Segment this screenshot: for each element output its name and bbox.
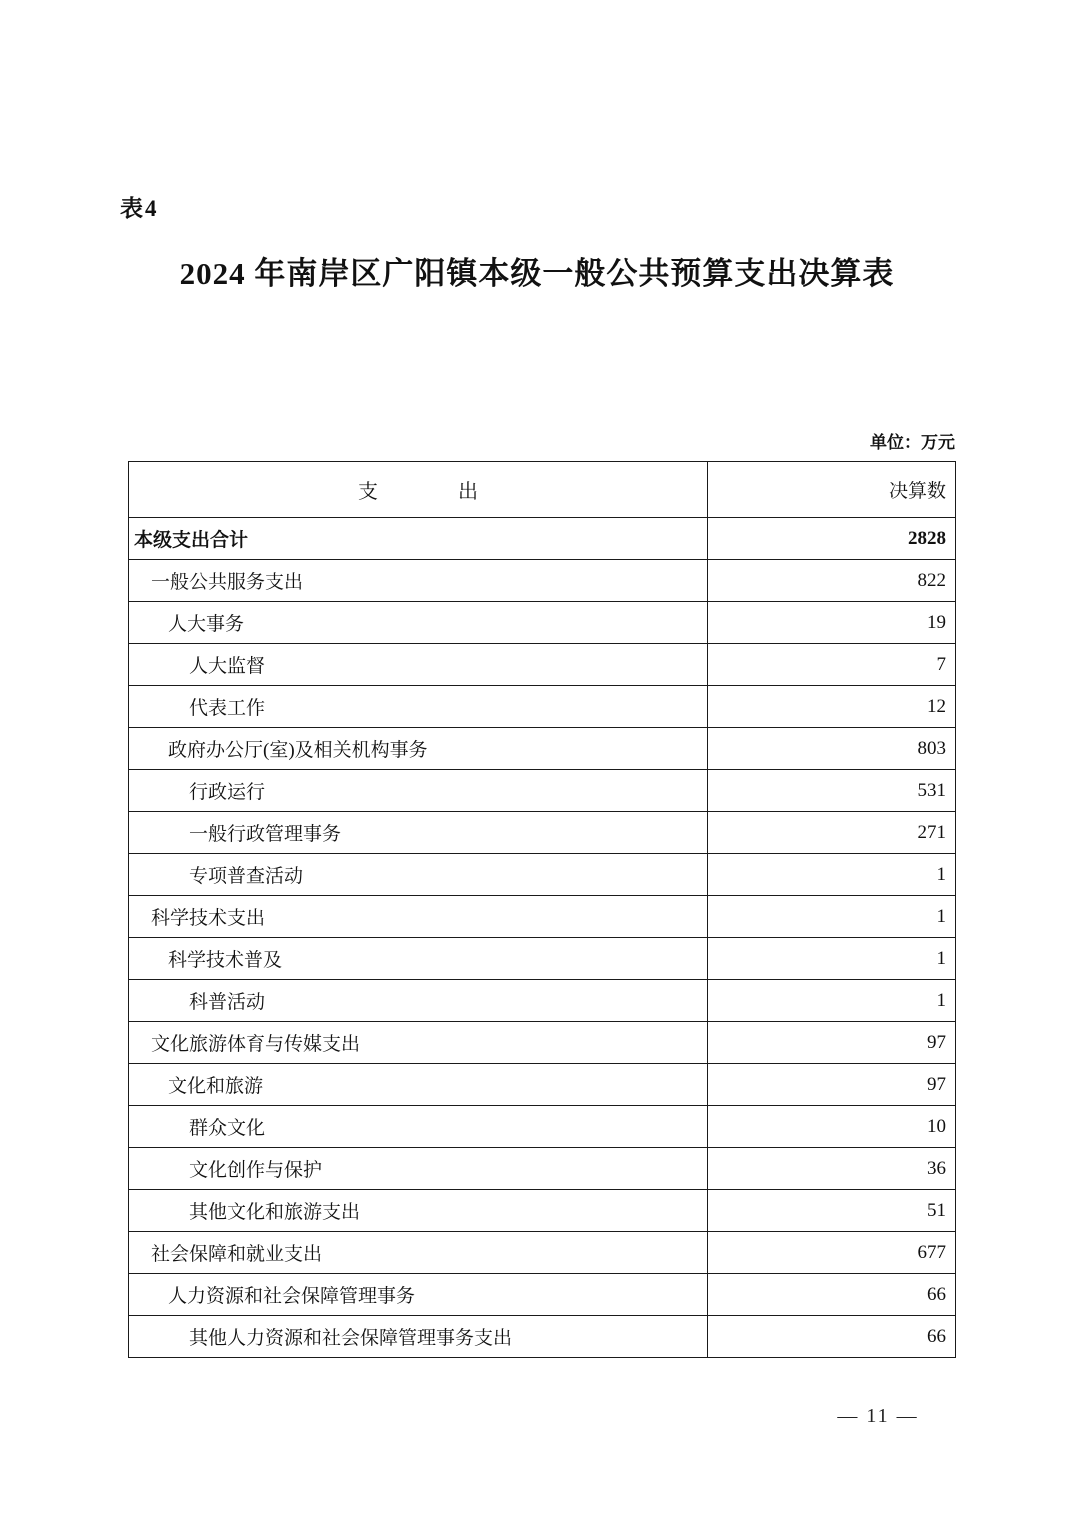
table-row <box>129 1190 956 1232</box>
row-label: 社会保障和就业支出 <box>129 1232 708 1274</box>
row-label: 人力资源和社会保障管理事务 <box>129 1274 708 1316</box>
column-header-amount: 决算数 <box>708 462 956 518</box>
table-row <box>129 938 956 980</box>
row-value: 66 <box>708 1316 956 1358</box>
table-header-row <box>129 462 956 518</box>
row-label: 其他人力资源和社会保障管理事务支出 <box>129 1316 708 1358</box>
row-label: 群众文化 <box>129 1106 708 1148</box>
row-label: 其他文化和旅游支出 <box>129 1190 708 1232</box>
table-row <box>129 980 956 1022</box>
row-value: 19 <box>708 602 956 644</box>
row-label: 科学技术普及 <box>129 938 708 980</box>
row-label: 文化和旅游 <box>129 1064 708 1106</box>
table-row <box>129 1064 956 1106</box>
table-row <box>129 770 956 812</box>
table-row <box>129 686 956 728</box>
table-row <box>129 1022 956 1064</box>
row-value: 2828 <box>708 518 956 560</box>
page-number: — 11 — <box>837 1405 919 1427</box>
row-value: 51 <box>708 1190 956 1232</box>
table-row <box>129 560 956 602</box>
table-row <box>129 1232 956 1274</box>
row-label: 人大事务 <box>129 602 708 644</box>
table-row <box>129 518 956 560</box>
table-row <box>129 602 956 644</box>
table-row <box>129 1316 956 1358</box>
row-label: 一般行政管理事务 <box>129 812 708 854</box>
row-value: 1 <box>708 896 956 938</box>
row-value: 271 <box>708 812 956 854</box>
row-value: 12 <box>708 686 956 728</box>
table-row <box>129 1274 956 1316</box>
row-value: 677 <box>708 1232 956 1274</box>
table-row <box>129 728 956 770</box>
row-value: 803 <box>708 728 956 770</box>
row-value: 1 <box>708 854 956 896</box>
row-value: 7 <box>708 644 956 686</box>
row-label: 行政运行 <box>129 770 708 812</box>
row-label: 本级支出合计 <box>129 518 708 560</box>
row-value: 822 <box>708 560 956 602</box>
table-row <box>129 644 956 686</box>
row-label: 一般公共服务支出 <box>129 560 708 602</box>
table-row <box>129 854 956 896</box>
row-value: 1 <box>708 980 956 1022</box>
column-header-expense: 支 出 <box>129 462 708 518</box>
budget-table-body <box>129 518 956 1358</box>
table-row <box>129 1148 956 1190</box>
table-row <box>129 896 956 938</box>
row-label: 科普活动 <box>129 980 708 1022</box>
row-label: 政府办公厅(室)及相关机构事务 <box>129 728 708 770</box>
table-row <box>129 1106 956 1148</box>
row-label: 文化创作与保护 <box>129 1148 708 1190</box>
table-row <box>129 812 956 854</box>
row-label: 专项普查活动 <box>129 854 708 896</box>
budget-table <box>128 461 956 1358</box>
row-label: 代表工作 <box>129 686 708 728</box>
row-value: 66 <box>708 1274 956 1316</box>
row-label: 人大监督 <box>129 644 708 686</box>
table-tag: 表4 <box>120 196 159 221</box>
row-value: 36 <box>708 1148 956 1190</box>
row-value: 97 <box>708 1064 956 1106</box>
row-label: 文化旅游体育与传媒支出 <box>129 1022 708 1064</box>
row-value: 1 <box>708 938 956 980</box>
row-value: 97 <box>708 1022 956 1064</box>
row-value: 10 <box>708 1106 956 1148</box>
unit-note: 单位：万元 <box>870 433 955 452</box>
row-label: 科学技术支出 <box>129 896 708 938</box>
row-value: 531 <box>708 770 956 812</box>
page-title: 2024 年南岸区广阳镇本级一般公共预算支出决算表 <box>179 256 895 291</box>
